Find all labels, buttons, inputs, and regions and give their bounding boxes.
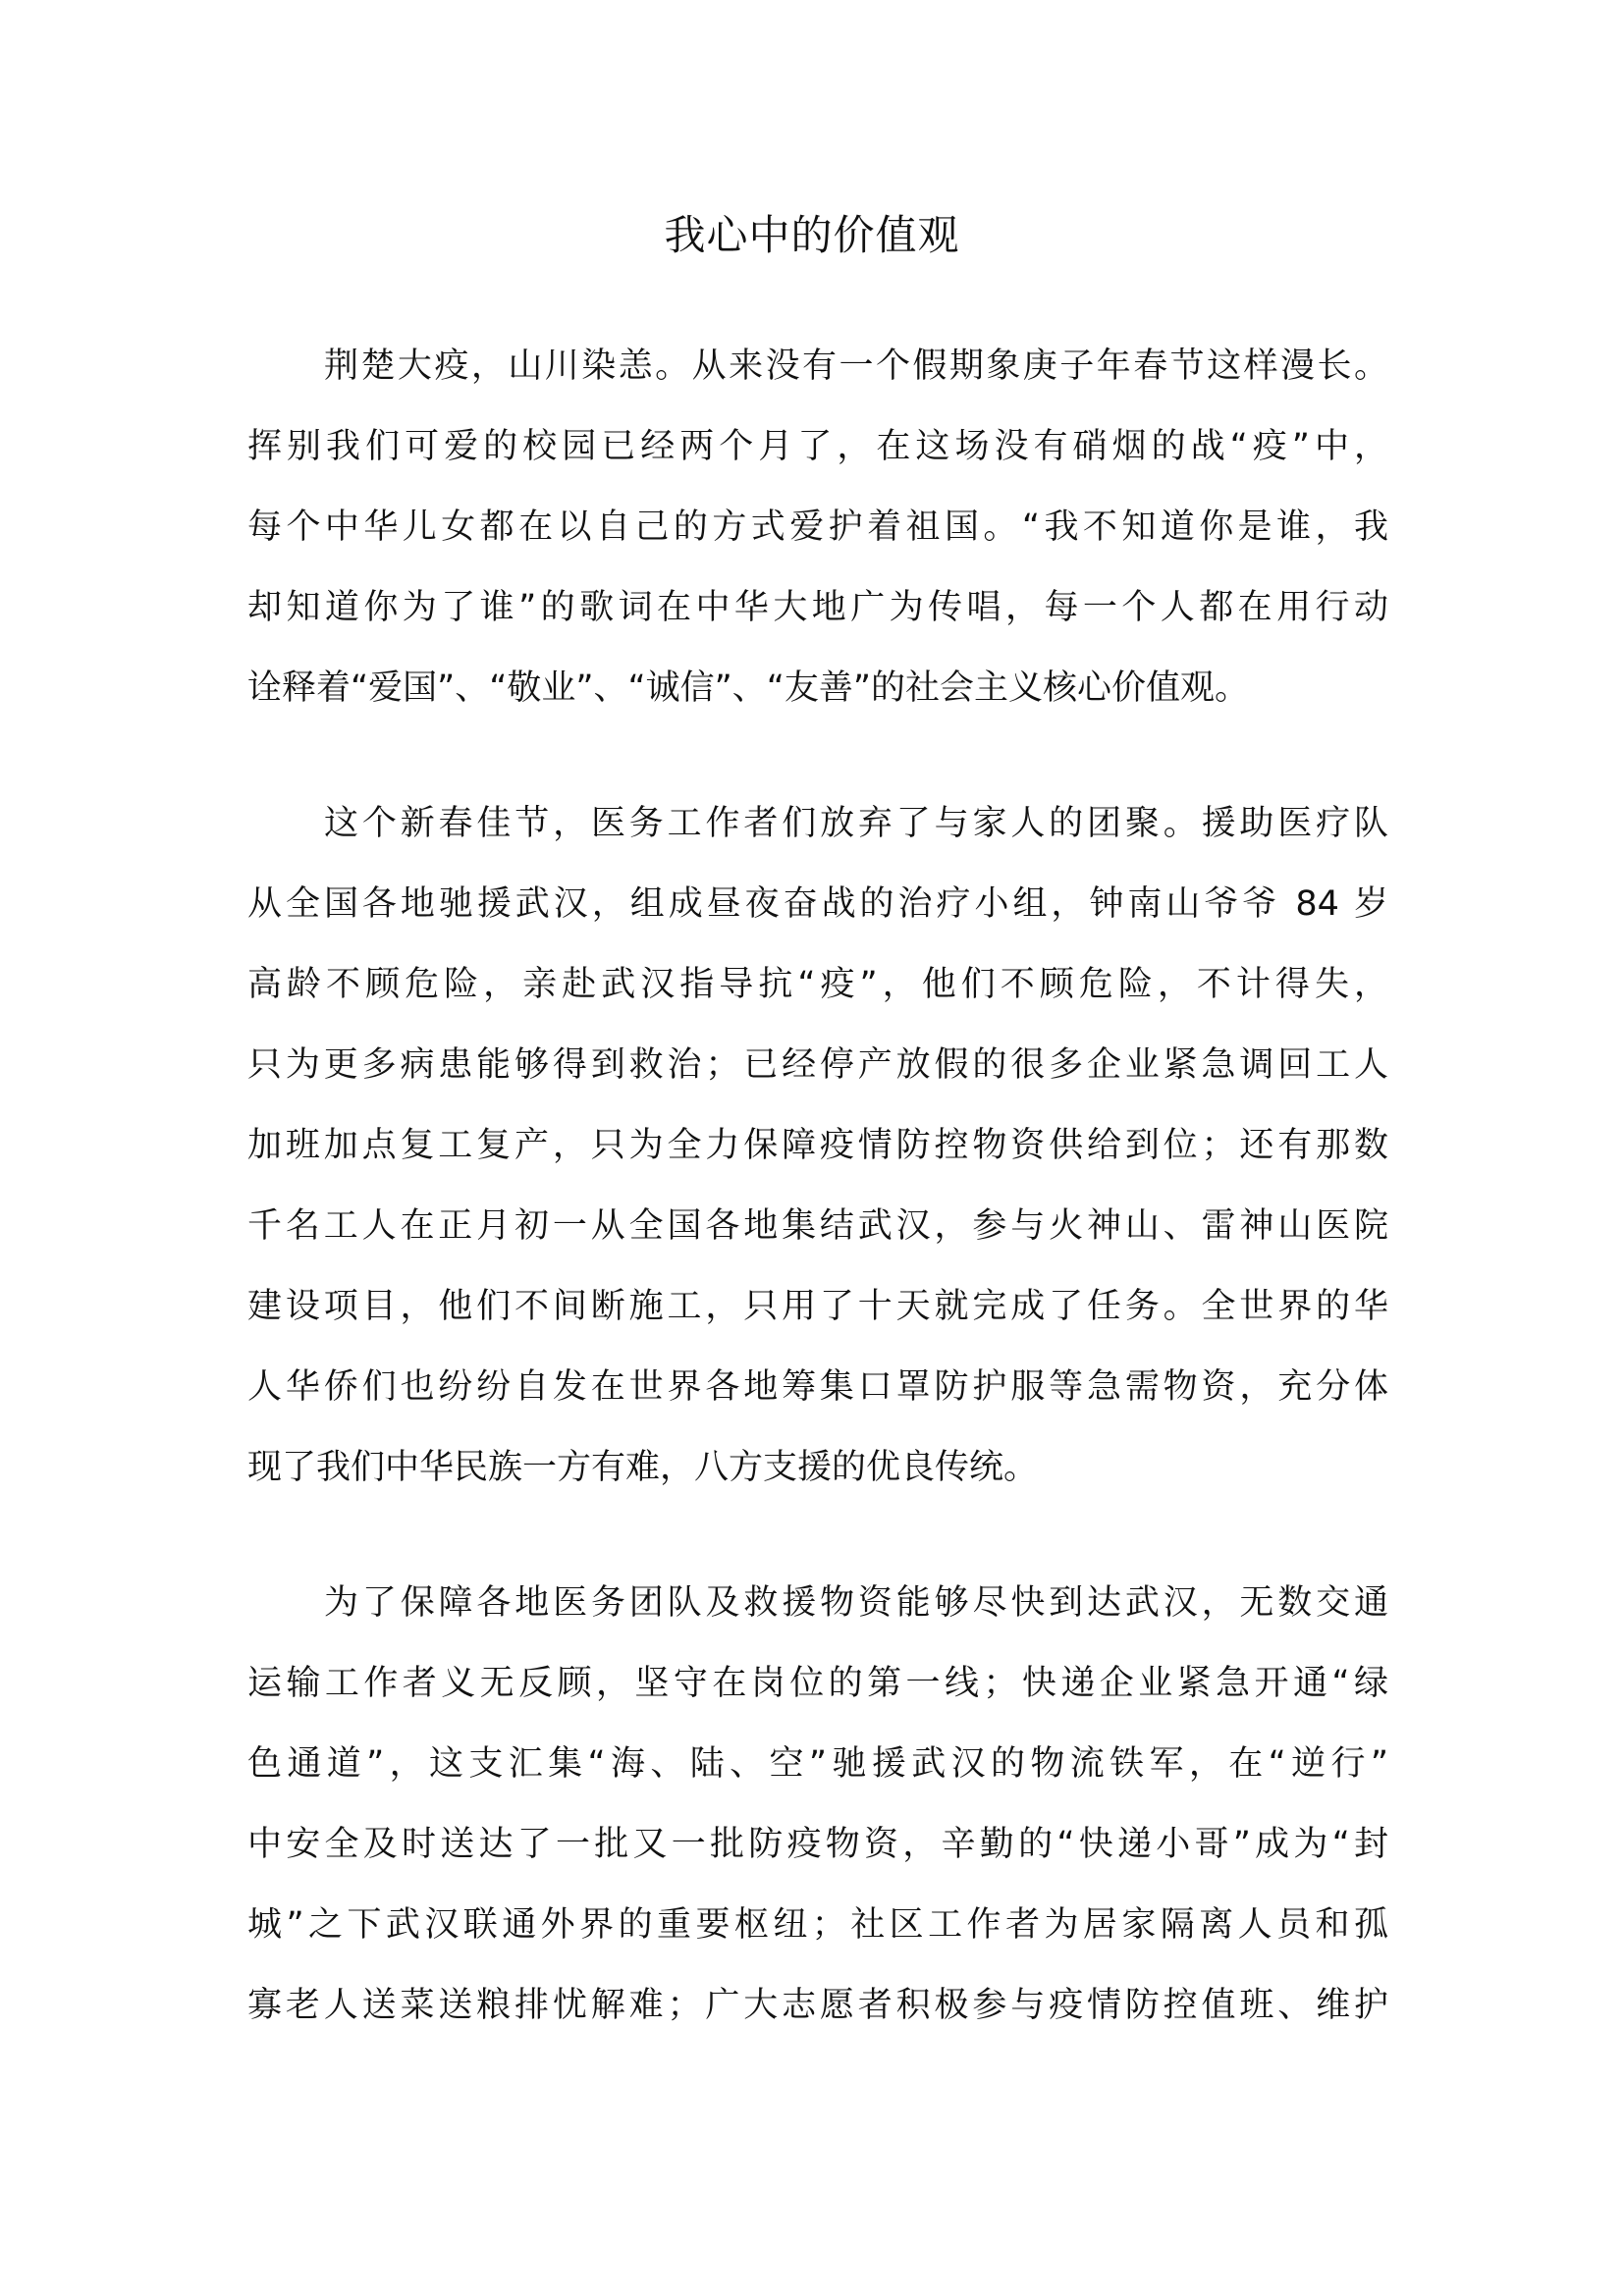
text-line: 却知道你为了谁”的歌词在中华大地广为传唱，每一个人都在用行动 xyxy=(247,588,1388,627)
text-line: 加班加点复工复产，只为全力保障疫情防控物资供给到位；还有那数 xyxy=(247,1126,1388,1165)
text-line: 城”之下武汉联通外界的重要枢纽；社区工作者为居家隔离人员和孤 xyxy=(247,1905,1388,1945)
text-line: 中安全及时送达了一批又一批防疫物资，辛勤的“快递小哥”成为“封 xyxy=(247,1825,1388,1864)
document-title: 我心中的价值观 xyxy=(664,211,960,259)
text-line: 千名工人在正月初一从全国各地集结武汉，参与火神山、雷神山医院 xyxy=(247,1206,1388,1246)
text-line: 寡老人送菜送粮排忧解难；广大志愿者积极参与疫情防控值班、维护 xyxy=(247,1986,1388,2025)
text-line: 色通道”，这支汇集“海、陆、空”驰援武汉的物流铁军，在“逆行” xyxy=(247,1744,1388,1784)
paragraph-2 xyxy=(247,783,1388,1508)
text-line: 现了我们中华民族一方有难，八方支援的优良传统。 xyxy=(247,1448,1039,1487)
text-line: 荆楚大疫，山川染恙。从来没有一个假期象庚子年春节这样漫长。 xyxy=(324,347,1388,386)
text-line: 每个中华儿女都在以自己的方式爱护着祖国。“我不知道你是谁，我 xyxy=(247,507,1388,547)
text-line: 运输工作者义无反顾，坚守在岗位的第一线；快递企业紧急开通“绿 xyxy=(247,1664,1388,1703)
text-line: 人华侨们也纷纷自发在世界各地筹集口罩防护服等急需物资，充分体 xyxy=(247,1367,1388,1407)
text-line: 挥别我们可爱的校园已经两个月了，在这场没有硝烟的战“疫”中， xyxy=(247,427,1388,466)
document-body xyxy=(247,326,1388,2101)
text-line: 建设项目，他们不间断施工，只用了十天就完成了任务。全世界的华 xyxy=(247,1287,1388,1326)
text-line: 为了保障各地医务团队及救援物资能够尽快到达武汉，无数交通 xyxy=(324,1583,1388,1623)
paragraph-3 xyxy=(247,1563,1388,2046)
text-line: 高龄不顾危险，亲赴武汉指导抗“疫”，他们不顾危险，不计得失， xyxy=(247,965,1388,1004)
text-line: 这个新春佳节，医务工作者们放弃了与家人的团聚。援助医疗队 xyxy=(324,804,1388,843)
text-line: 从全国各地驰援武汉，组成昼夜奋战的治疗小组，钟南山爷爷 84 岁 xyxy=(247,884,1388,924)
text-line: 诠释着“爱国”、“敬业”、“诚信”、“友善”的社会主义核心价值观。 xyxy=(247,668,1250,708)
paragraph-1 xyxy=(247,326,1388,728)
text-line: 只为更多病患能够得到救治；已经停产放假的很多企业紧急调回工人 xyxy=(247,1045,1388,1085)
